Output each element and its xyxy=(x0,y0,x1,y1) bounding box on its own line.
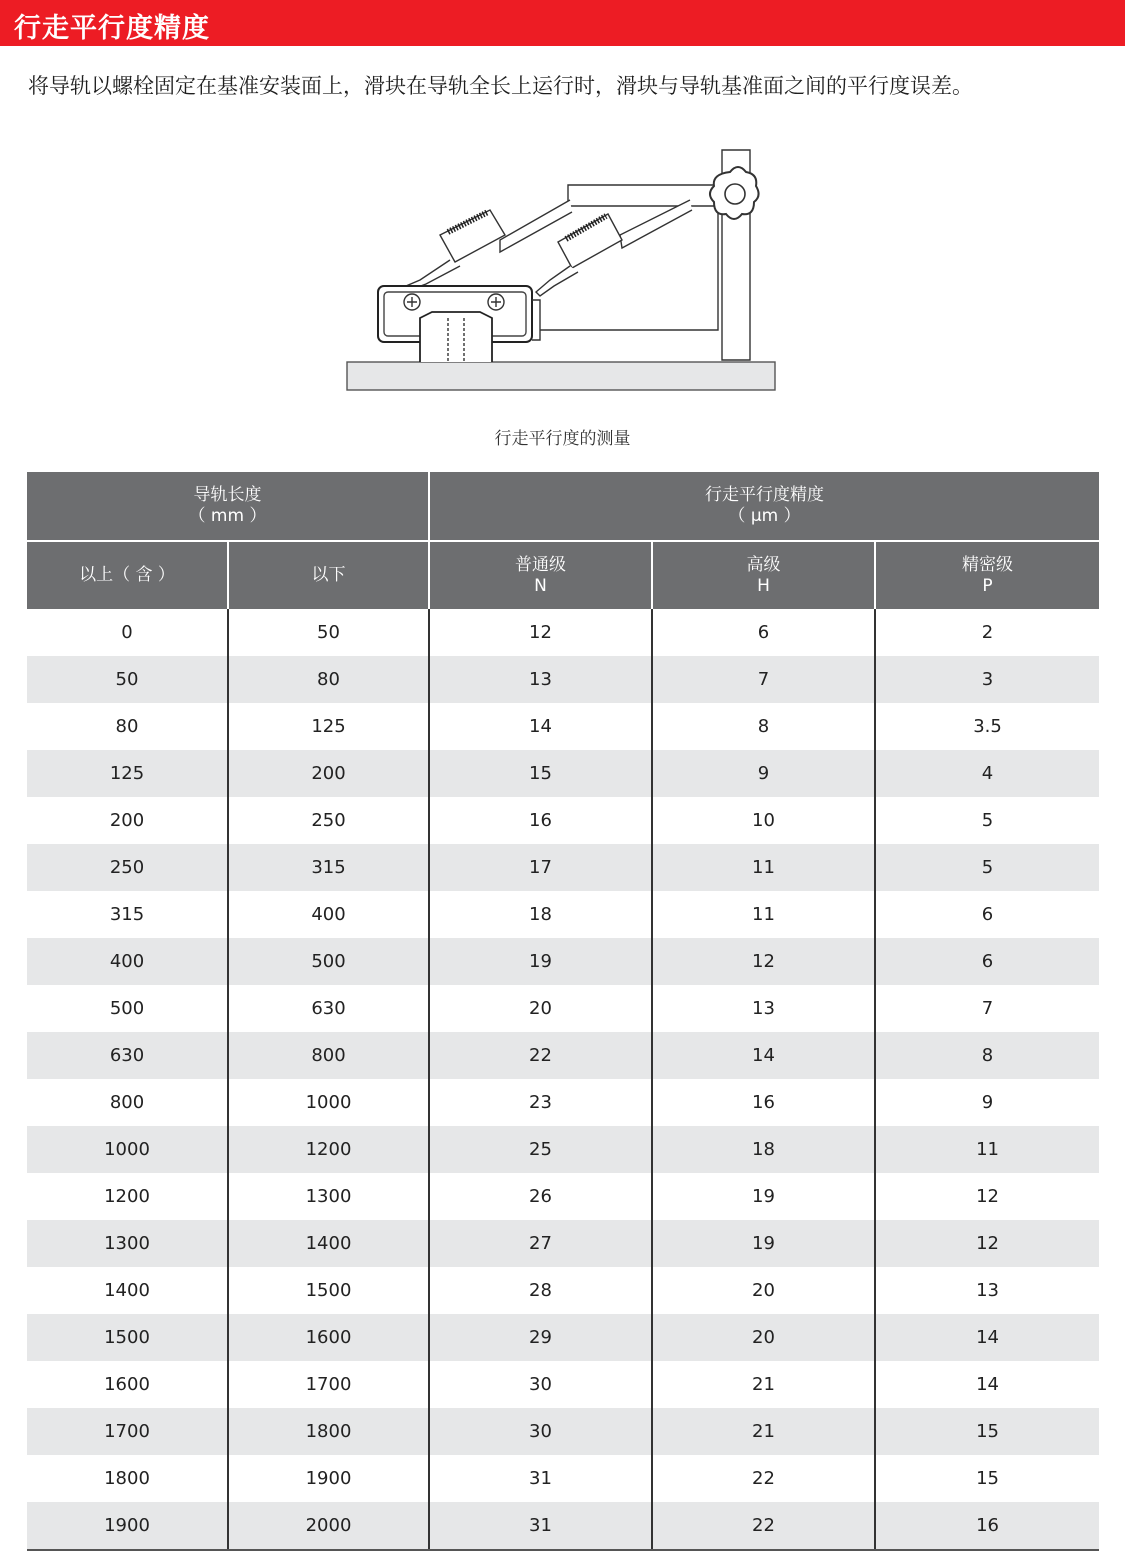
table-row xyxy=(27,656,1099,703)
table-cell: 11 xyxy=(652,891,875,938)
table-cell: 1600 xyxy=(228,1314,429,1361)
table-cell: 1500 xyxy=(27,1314,228,1361)
table-cell: 9 xyxy=(875,1079,1099,1126)
page-title: 行走平行度精度 xyxy=(14,13,210,44)
table-cell: 1700 xyxy=(27,1408,228,1455)
table-cell: 1600 xyxy=(104,1374,150,1395)
table-cell: 16 xyxy=(652,1079,875,1126)
table-cell: 6 xyxy=(875,891,1099,938)
table-cell: 1200 xyxy=(104,1186,150,1207)
table-row xyxy=(27,891,1099,938)
table-cell: 1300 xyxy=(27,1220,228,1267)
table-cell: 12 xyxy=(652,938,875,985)
table-cell: 250 xyxy=(228,797,429,844)
table-cell: 25 xyxy=(429,1126,652,1173)
table-cell: 12 xyxy=(875,1173,1099,1220)
table-cell: 2000 xyxy=(228,1502,429,1550)
table-cell: 27 xyxy=(429,1220,652,1267)
table-row xyxy=(27,1220,1099,1267)
table-cell: 10 xyxy=(652,797,875,844)
table-cell: 13 xyxy=(875,1267,1099,1314)
table-cell: 30 xyxy=(429,1361,652,1408)
table-row xyxy=(27,985,1099,1032)
table-cell: 800 xyxy=(109,1092,145,1113)
table-cell: 400 xyxy=(27,938,228,985)
table-row xyxy=(27,1502,1099,1550)
table-cell: 1300 xyxy=(228,1173,429,1220)
table-cell: 1900 xyxy=(228,1455,429,1502)
table-cell: 80 xyxy=(228,656,429,703)
table-cell: 200 xyxy=(109,810,145,831)
table-cell: 14 xyxy=(875,1361,1099,1408)
table-cell: 13 xyxy=(652,985,875,1032)
table-cell: 1200 xyxy=(228,1126,429,1173)
clamp-arm xyxy=(568,185,720,206)
table-cell: 14 xyxy=(429,703,652,750)
guide-rail xyxy=(420,312,492,362)
table-cell: 250 xyxy=(27,844,228,891)
table-row xyxy=(27,609,1099,656)
table-cell: 22 xyxy=(652,1502,875,1550)
table-cell: 315 xyxy=(228,844,429,891)
table-cell: 3.5 xyxy=(875,703,1099,750)
table-cell: 12 xyxy=(875,1220,1099,1267)
table-cell: 15 xyxy=(429,750,652,797)
table-cell: 630 xyxy=(228,985,429,1032)
table-cell: 630 xyxy=(27,1032,228,1079)
table-cell: 200 xyxy=(228,750,429,797)
table-cell: 125 xyxy=(228,703,429,750)
table-cell: 19 xyxy=(429,938,652,985)
table-cell: 15 xyxy=(875,1408,1099,1455)
table-cell: 28 xyxy=(429,1267,652,1314)
table-cell: 80 xyxy=(115,716,139,737)
table-cell: 30 xyxy=(429,1408,652,1455)
table-row xyxy=(27,797,1099,844)
table-cell: 50 xyxy=(27,656,228,703)
table-row xyxy=(27,1079,1099,1126)
table-cell: 6 xyxy=(875,938,1099,985)
table-cell: 1400 xyxy=(228,1220,429,1267)
table-cell: 800 xyxy=(228,1032,429,1079)
base-plate xyxy=(347,362,775,390)
table-row xyxy=(27,1455,1099,1502)
table-cell: 18 xyxy=(429,891,652,938)
table-cell: 29 xyxy=(429,1314,652,1361)
table-cell: 18 xyxy=(652,1126,875,1173)
table-cell: 2 xyxy=(875,609,1099,656)
table-cell: 8 xyxy=(875,1032,1099,1079)
table-cell: 1800 xyxy=(228,1408,429,1455)
table-cell: 16 xyxy=(429,797,652,844)
table-row xyxy=(27,1361,1099,1408)
table-cell: 400 xyxy=(228,891,429,938)
table-row xyxy=(27,1173,1099,1220)
table-cell: 15 xyxy=(875,1455,1099,1502)
table-cell: 50 xyxy=(228,609,429,656)
table-cell: 14 xyxy=(652,1032,875,1079)
table-cell: 1000 xyxy=(228,1079,429,1126)
probe-right xyxy=(536,266,578,296)
table-cell: 13 xyxy=(429,656,652,703)
table-cell: 125 xyxy=(27,750,228,797)
col-header-above: 以上（ 含 ） xyxy=(27,541,228,609)
table-cell: 14 xyxy=(875,1314,1099,1361)
table-cell: 5 xyxy=(875,797,1099,844)
table-cell: 6 xyxy=(652,609,875,656)
table-cell: 500 xyxy=(109,998,145,1019)
parallelism-table xyxy=(27,472,1099,1551)
table-cell: 20 xyxy=(429,985,652,1032)
table-cell: 7 xyxy=(652,656,875,703)
table-row xyxy=(27,1032,1099,1079)
table-cell: 4 xyxy=(875,750,1099,797)
col-header-normal: 普通级 N xyxy=(429,541,652,609)
table-row xyxy=(27,703,1099,750)
table-cell: 12 xyxy=(429,609,652,656)
table-cell: 0 xyxy=(121,622,133,643)
table-cell: 315 xyxy=(109,904,145,925)
table-cell: 20 xyxy=(652,1314,875,1361)
table-cell: 8 xyxy=(652,703,875,750)
table-cell: 22 xyxy=(652,1455,875,1502)
table-row xyxy=(27,938,1099,985)
table-cell: 5 xyxy=(875,844,1099,891)
table-cell: 1000 xyxy=(27,1126,228,1173)
table-cell: 1400 xyxy=(104,1280,150,1301)
gauge-arm-right xyxy=(620,200,692,248)
rail-length-group-header: 导轨长度 （ mm ） xyxy=(27,472,429,541)
table-cell: 1900 xyxy=(27,1502,228,1550)
table-row xyxy=(27,750,1099,797)
table-cell: 21 xyxy=(652,1361,875,1408)
table-cell: 9 xyxy=(652,750,875,797)
table-cell: 21 xyxy=(652,1408,875,1455)
table-cell: 19 xyxy=(652,1220,875,1267)
table-cell: 16 xyxy=(875,1502,1099,1550)
table-cell: 31 xyxy=(429,1455,652,1502)
col-header-below: 以下 xyxy=(228,541,429,609)
table-cell: 26 xyxy=(429,1173,652,1220)
col-header-precision: 精密级 P xyxy=(875,541,1099,609)
table-cell: 1800 xyxy=(104,1468,150,1489)
table-cell: 11 xyxy=(875,1126,1099,1173)
table-cell: 22 xyxy=(429,1032,652,1079)
table-cell: 23 xyxy=(429,1079,652,1126)
table-row xyxy=(27,1126,1099,1173)
col-header-high: 高级 H xyxy=(652,541,875,609)
table-row xyxy=(27,1314,1099,1361)
table-row xyxy=(27,844,1099,891)
table-cell: 500 xyxy=(228,938,429,985)
table-cell: 11 xyxy=(652,844,875,891)
table-row xyxy=(27,1408,1099,1455)
table-cell: 17 xyxy=(429,844,652,891)
figure-caption: 行走平行度的测量 xyxy=(494,429,631,449)
table-body xyxy=(27,609,1099,1550)
table-cell: 19 xyxy=(652,1173,875,1220)
measurement-illustration xyxy=(340,140,790,400)
title-banner xyxy=(0,0,1125,46)
table-cell: 7 xyxy=(875,985,1099,1032)
table-cell: 20 xyxy=(652,1267,875,1314)
table-row xyxy=(27,1267,1099,1314)
table-cell: 31 xyxy=(429,1502,652,1550)
table-cell: 1500 xyxy=(228,1267,429,1314)
table-cell: 1700 xyxy=(228,1361,429,1408)
parallelism-group-header: 行走平行度精度 （ μm ） xyxy=(429,472,1099,541)
table-cell: 3 xyxy=(875,656,1099,703)
intro-text: 将导轨以螺栓固定在基准安装面上，滑块在导轨全长上运行时，滑块与导轨基准面之间的平行度误差。 xyxy=(28,74,973,98)
